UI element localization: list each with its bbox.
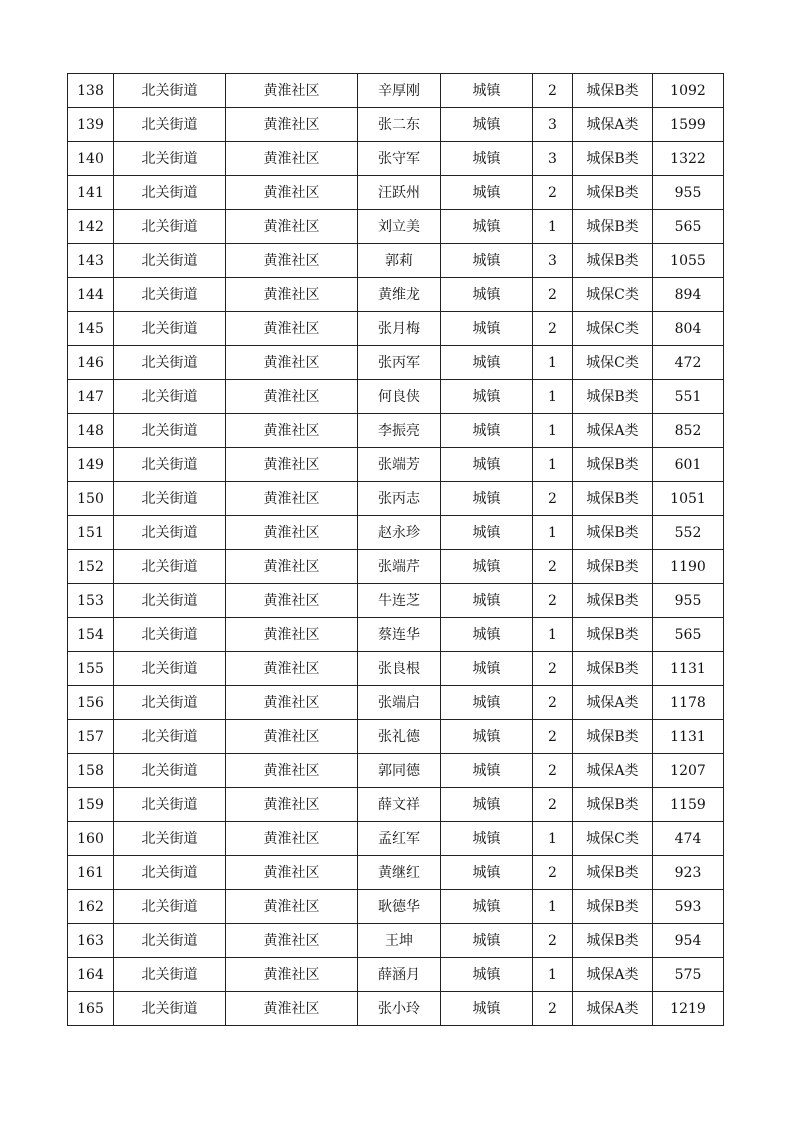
community-cell: 黄淮社区	[226, 278, 358, 312]
row-number-cell: 154	[68, 618, 114, 652]
street-cell: 北关街道	[114, 584, 226, 618]
household-size-cell: 3	[533, 108, 573, 142]
household-size-cell: 1	[533, 414, 573, 448]
household-size-cell: 2	[533, 278, 573, 312]
street-cell: 北关街道	[114, 74, 226, 108]
row-number-cell: 143	[68, 244, 114, 278]
community-cell: 黄淮社区	[226, 992, 358, 1026]
community-cell: 黄淮社区	[226, 414, 358, 448]
amount-cell: 575	[653, 958, 724, 992]
household-size-cell: 1	[533, 958, 573, 992]
name-cell: 何良侠	[358, 380, 441, 414]
household-type-cell: 城镇	[441, 788, 533, 822]
household-size-cell: 2	[533, 652, 573, 686]
amount-cell: 565	[653, 210, 724, 244]
name-cell: 张丙军	[358, 346, 441, 380]
category-cell: 城保B类	[573, 550, 653, 584]
name-cell: 李振亮	[358, 414, 441, 448]
amount-cell: 804	[653, 312, 724, 346]
amount-cell: 954	[653, 924, 724, 958]
amount-cell: 601	[653, 448, 724, 482]
row-number-cell: 140	[68, 142, 114, 176]
household-type-cell: 城镇	[441, 992, 533, 1026]
table-row	[68, 652, 724, 686]
household-type-cell: 城镇	[441, 244, 533, 278]
household-size-cell: 2	[533, 550, 573, 584]
row-number-cell: 153	[68, 584, 114, 618]
category-cell: 城保B类	[573, 652, 653, 686]
name-cell: 张端芹	[358, 550, 441, 584]
community-cell: 黄淮社区	[226, 686, 358, 720]
household-size-cell: 1	[533, 890, 573, 924]
household-size-cell: 2	[533, 482, 573, 516]
community-cell: 黄淮社区	[226, 312, 358, 346]
community-cell: 黄淮社区	[226, 108, 358, 142]
community-cell: 黄淮社区	[226, 822, 358, 856]
amount-cell: 1051	[653, 482, 724, 516]
category-cell: 城保A类	[573, 754, 653, 788]
row-number-cell: 161	[68, 856, 114, 890]
street-cell: 北关街道	[114, 108, 226, 142]
row-number-cell: 163	[68, 924, 114, 958]
name-cell: 辛厚刚	[358, 74, 441, 108]
category-cell: 城保B类	[573, 482, 653, 516]
name-cell: 黄继红	[358, 856, 441, 890]
household-type-cell: 城镇	[441, 618, 533, 652]
household-type-cell: 城镇	[441, 448, 533, 482]
community-cell: 黄淮社区	[226, 754, 358, 788]
street-cell: 北关街道	[114, 754, 226, 788]
category-cell: 城保B类	[573, 720, 653, 754]
community-cell: 黄淮社区	[226, 380, 358, 414]
table-row	[68, 686, 724, 720]
name-cell: 黄维龙	[358, 278, 441, 312]
row-number-cell: 150	[68, 482, 114, 516]
community-cell: 黄淮社区	[226, 788, 358, 822]
amount-cell: 1131	[653, 652, 724, 686]
category-cell: 城保B类	[573, 924, 653, 958]
category-cell: 城保B类	[573, 856, 653, 890]
household-type-cell: 城镇	[441, 210, 533, 244]
category-cell: 城保B类	[573, 74, 653, 108]
amount-cell: 1219	[653, 992, 724, 1026]
amount-cell: 1159	[653, 788, 724, 822]
community-cell: 黄淮社区	[226, 958, 358, 992]
household-type-cell: 城镇	[441, 414, 533, 448]
community-cell: 黄淮社区	[226, 244, 358, 278]
name-cell: 张月梅	[358, 312, 441, 346]
name-cell: 牛连芝	[358, 584, 441, 618]
street-cell: 北关街道	[114, 652, 226, 686]
community-cell: 黄淮社区	[226, 74, 358, 108]
row-number-cell: 157	[68, 720, 114, 754]
table-row	[68, 856, 724, 890]
street-cell: 北关街道	[114, 720, 226, 754]
household-size-cell: 1	[533, 448, 573, 482]
street-cell: 北关街道	[114, 312, 226, 346]
table-row	[68, 414, 724, 448]
amount-cell: 955	[653, 584, 724, 618]
household-type-cell: 城镇	[441, 856, 533, 890]
household-type-cell: 城镇	[441, 652, 533, 686]
street-cell: 北关街道	[114, 448, 226, 482]
table-row	[68, 244, 724, 278]
amount-cell: 894	[653, 278, 724, 312]
table-row	[68, 346, 724, 380]
street-cell: 北关街道	[114, 380, 226, 414]
household-type-cell: 城镇	[441, 516, 533, 550]
street-cell: 北关街道	[114, 822, 226, 856]
street-cell: 北关街道	[114, 788, 226, 822]
household-size-cell: 1	[533, 822, 573, 856]
household-size-cell: 1	[533, 516, 573, 550]
table-row	[68, 278, 724, 312]
street-cell: 北关街道	[114, 992, 226, 1026]
household-size-cell: 2	[533, 74, 573, 108]
name-cell: 张端芳	[358, 448, 441, 482]
name-cell: 张丙志	[358, 482, 441, 516]
household-type-cell: 城镇	[441, 278, 533, 312]
category-cell: 城保A类	[573, 992, 653, 1026]
amount-cell: 1092	[653, 74, 724, 108]
table-row	[68, 992, 724, 1026]
category-cell: 城保A类	[573, 414, 653, 448]
household-size-cell: 1	[533, 380, 573, 414]
table-row	[68, 754, 724, 788]
household-type-cell: 城镇	[441, 176, 533, 210]
street-cell: 北关街道	[114, 958, 226, 992]
row-number-cell: 147	[68, 380, 114, 414]
row-number-cell: 141	[68, 176, 114, 210]
community-cell: 黄淮社区	[226, 142, 358, 176]
street-cell: 北关街道	[114, 210, 226, 244]
name-cell: 王坤	[358, 924, 441, 958]
category-cell: 城保B类	[573, 380, 653, 414]
household-size-cell: 2	[533, 176, 573, 210]
street-cell: 北关街道	[114, 618, 226, 652]
row-number-cell: 138	[68, 74, 114, 108]
name-cell: 耿德华	[358, 890, 441, 924]
row-number-cell: 155	[68, 652, 114, 686]
category-cell: 城保C类	[573, 346, 653, 380]
table-row	[68, 584, 724, 618]
row-number-cell: 148	[68, 414, 114, 448]
amount-cell: 593	[653, 890, 724, 924]
household-size-cell: 2	[533, 686, 573, 720]
row-number-cell: 160	[68, 822, 114, 856]
table-row	[68, 108, 724, 142]
category-cell: 城保C类	[573, 278, 653, 312]
household-type-cell: 城镇	[441, 142, 533, 176]
household-type-cell: 城镇	[441, 720, 533, 754]
street-cell: 北关街道	[114, 142, 226, 176]
name-cell: 薛涵月	[358, 958, 441, 992]
household-size-cell: 1	[533, 618, 573, 652]
street-cell: 北关街道	[114, 890, 226, 924]
table-row	[68, 74, 724, 108]
household-type-cell: 城镇	[441, 754, 533, 788]
name-cell: 郭同德	[358, 754, 441, 788]
amount-cell: 551	[653, 380, 724, 414]
household-size-cell: 1	[533, 210, 573, 244]
amount-cell: 1190	[653, 550, 724, 584]
row-number-cell: 156	[68, 686, 114, 720]
name-cell: 孟红军	[358, 822, 441, 856]
street-cell: 北关街道	[114, 176, 226, 210]
street-cell: 北关街道	[114, 856, 226, 890]
street-cell: 北关街道	[114, 414, 226, 448]
name-cell: 张礼德	[358, 720, 441, 754]
household-type-cell: 城镇	[441, 482, 533, 516]
household-size-cell: 2	[533, 312, 573, 346]
community-cell: 黄淮社区	[226, 890, 358, 924]
row-number-cell: 149	[68, 448, 114, 482]
street-cell: 北关街道	[114, 550, 226, 584]
table-row	[68, 312, 724, 346]
row-number-cell: 165	[68, 992, 114, 1026]
name-cell: 汪跃州	[358, 176, 441, 210]
table-row	[68, 482, 724, 516]
household-type-cell: 城镇	[441, 74, 533, 108]
row-number-cell: 164	[68, 958, 114, 992]
row-number-cell: 142	[68, 210, 114, 244]
household-size-cell: 2	[533, 788, 573, 822]
street-cell: 北关街道	[114, 278, 226, 312]
category-cell: 城保B类	[573, 618, 653, 652]
amount-cell: 1322	[653, 142, 724, 176]
table-body	[68, 74, 724, 1026]
street-cell: 北关街道	[114, 924, 226, 958]
table-row	[68, 516, 724, 550]
household-type-cell: 城镇	[441, 686, 533, 720]
category-cell: 城保B类	[573, 210, 653, 244]
table-row	[68, 890, 724, 924]
category-cell: 城保B类	[573, 584, 653, 618]
community-cell: 黄淮社区	[226, 584, 358, 618]
table-row	[68, 176, 724, 210]
amount-cell: 1599	[653, 108, 724, 142]
community-cell: 黄淮社区	[226, 346, 358, 380]
household-type-cell: 城镇	[441, 312, 533, 346]
household-type-cell: 城镇	[441, 108, 533, 142]
household-size-cell: 2	[533, 992, 573, 1026]
name-cell: 张二东	[358, 108, 441, 142]
community-cell: 黄淮社区	[226, 924, 358, 958]
name-cell: 蔡连华	[358, 618, 441, 652]
community-cell: 黄淮社区	[226, 176, 358, 210]
category-cell: 城保C类	[573, 822, 653, 856]
row-number-cell: 146	[68, 346, 114, 380]
household-type-cell: 城镇	[441, 822, 533, 856]
street-cell: 北关街道	[114, 686, 226, 720]
table-row	[68, 924, 724, 958]
community-cell: 黄淮社区	[226, 448, 358, 482]
category-cell: 城保B类	[573, 788, 653, 822]
row-number-cell: 158	[68, 754, 114, 788]
amount-cell: 1207	[653, 754, 724, 788]
category-cell: 城保B类	[573, 890, 653, 924]
row-number-cell: 159	[68, 788, 114, 822]
community-cell: 黄淮社区	[226, 856, 358, 890]
household-type-cell: 城镇	[441, 924, 533, 958]
table-row	[68, 720, 724, 754]
amount-cell: 474	[653, 822, 724, 856]
household-size-cell: 2	[533, 856, 573, 890]
name-cell: 郭莉	[358, 244, 441, 278]
community-cell: 黄淮社区	[226, 210, 358, 244]
amount-cell: 955	[653, 176, 724, 210]
household-size-cell: 2	[533, 720, 573, 754]
table-row	[68, 822, 724, 856]
table-row	[68, 788, 724, 822]
amount-cell: 565	[653, 618, 724, 652]
community-cell: 黄淮社区	[226, 482, 358, 516]
row-number-cell: 145	[68, 312, 114, 346]
amount-cell: 472	[653, 346, 724, 380]
category-cell: 城保B类	[573, 176, 653, 210]
category-cell: 城保C类	[573, 312, 653, 346]
row-number-cell: 144	[68, 278, 114, 312]
amount-cell: 1178	[653, 686, 724, 720]
household-type-cell: 城镇	[441, 958, 533, 992]
amount-cell: 1055	[653, 244, 724, 278]
table-row	[68, 380, 724, 414]
category-cell: 城保A类	[573, 958, 653, 992]
table-row	[68, 448, 724, 482]
category-cell: 城保A类	[573, 686, 653, 720]
household-size-cell: 2	[533, 584, 573, 618]
household-type-cell: 城镇	[441, 550, 533, 584]
name-cell: 赵永珍	[358, 516, 441, 550]
name-cell: 张小玲	[358, 992, 441, 1026]
name-cell: 刘立美	[358, 210, 441, 244]
household-size-cell: 3	[533, 244, 573, 278]
amount-cell: 852	[653, 414, 724, 448]
name-cell: 张端启	[358, 686, 441, 720]
name-cell: 张良根	[358, 652, 441, 686]
community-cell: 黄淮社区	[226, 652, 358, 686]
amount-cell: 552	[653, 516, 724, 550]
table-row	[68, 210, 724, 244]
category-cell: 城保B类	[573, 244, 653, 278]
household-type-cell: 城镇	[441, 890, 533, 924]
row-number-cell: 162	[68, 890, 114, 924]
household-size-cell: 2	[533, 754, 573, 788]
street-cell: 北关街道	[114, 346, 226, 380]
name-cell: 张守军	[358, 142, 441, 176]
community-cell: 黄淮社区	[226, 550, 358, 584]
beneficiary-table	[67, 73, 724, 1026]
category-cell: 城保B类	[573, 516, 653, 550]
household-size-cell: 2	[533, 924, 573, 958]
household-size-cell: 1	[533, 346, 573, 380]
row-number-cell: 139	[68, 108, 114, 142]
table-row	[68, 142, 724, 176]
household-type-cell: 城镇	[441, 380, 533, 414]
household-type-cell: 城镇	[441, 584, 533, 618]
category-cell: 城保B类	[573, 448, 653, 482]
household-size-cell: 3	[533, 142, 573, 176]
household-type-cell: 城镇	[441, 346, 533, 380]
row-number-cell: 152	[68, 550, 114, 584]
amount-cell: 1131	[653, 720, 724, 754]
category-cell: 城保A类	[573, 108, 653, 142]
table-row	[68, 550, 724, 584]
table-row	[68, 958, 724, 992]
name-cell: 薛文祥	[358, 788, 441, 822]
community-cell: 黄淮社区	[226, 720, 358, 754]
street-cell: 北关街道	[114, 244, 226, 278]
community-cell: 黄淮社区	[226, 516, 358, 550]
street-cell: 北关街道	[114, 482, 226, 516]
community-cell: 黄淮社区	[226, 618, 358, 652]
row-number-cell: 151	[68, 516, 114, 550]
street-cell: 北关街道	[114, 516, 226, 550]
category-cell: 城保B类	[573, 142, 653, 176]
table-row	[68, 618, 724, 652]
amount-cell: 923	[653, 856, 724, 890]
